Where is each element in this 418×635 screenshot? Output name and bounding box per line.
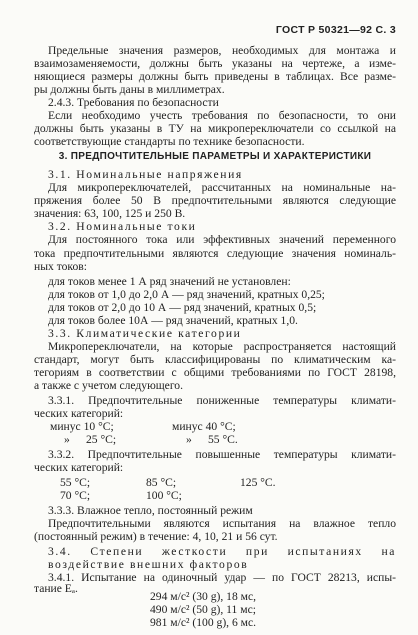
paragraph-line: Микропереключатели, на которые распространяется настоящий [48, 339, 396, 353]
paragraph-line: должны быть указаны в ТУ на микропереключатели со ссылкой на [34, 122, 396, 136]
paragraph-line: 3.3.1. Предпочтительные пониженные температуры климати- [48, 393, 396, 407]
temperature-value: 70 °С; [60, 489, 91, 503]
paragraph-line: Для микропереключателей, рассчитанных на номинальные на- [48, 181, 396, 195]
subsection-heading: 3.4. Степени жесткости при испытаниях на [48, 545, 396, 559]
paragraph-line: значения: 63, 100, 125 и 250 В. [34, 207, 186, 221]
paragraph-line: Предпочтительными являются испытания на влажное тепло [48, 517, 396, 531]
subsection-heading: 3.3.3. Влажное тепло, постоянный режим [48, 504, 253, 517]
section-title: 3. ПРЕДПОЧТИТЕЛЬНЫЕ ПАРАМЕТРЫ И ХАРАКТЕРИСТИКИ [58, 151, 372, 163]
paragraph-line: (постоянный режим) в течение: 4, 10, 21 и 56 сут. [34, 530, 278, 544]
paragraph-line: тегориям в соответствии с общими требованиями по ГОСТ 28198, [34, 365, 396, 379]
paragraph-line: соответствующие стандарты по технике безопасности. [34, 135, 305, 149]
temperature-value: 125 °С. [240, 476, 276, 489]
paragraph-line: стандарт, могут быть классифицированы по климатическим ка- [34, 352, 396, 366]
ditto-mark: » [64, 433, 70, 447]
paragraph-line: 3.3.2. Предпочтительные повышенные температуры климати- [48, 448, 396, 461]
subsection-heading: 3.3. Климатические категории [48, 326, 242, 340]
ditto-mark: » [186, 433, 192, 447]
list-item: для токов от 2,0 до 10 А — ряд значений, кратных 0,5; [48, 300, 317, 314]
paragraph-line: ческих категорий: [34, 461, 124, 475]
paragraph-line: тание Eₐ. [34, 582, 78, 596]
shock-value: 981 м/с² (100 g), 6 мс. [150, 616, 257, 629]
temperature-value: минус 40 °С; [172, 420, 236, 433]
page-header: ГОСТ Р 50321—92 С. 3 [275, 24, 396, 36]
temperature-value: 25 °С; [86, 433, 117, 447]
shock-value: 490 м/с² (50 g), 11 мс; [150, 602, 256, 616]
paragraph-line: тока предпочтительными являются следующие значения номиналь- [34, 246, 396, 260]
paragraph-line: Для постоянного тока или эффективных значений переменного [48, 233, 396, 247]
paragraph-line: Предельные значения размеров, необходимых для монтажа и [48, 44, 396, 57]
temperature-value: минус 10 °С; [50, 420, 114, 433]
temperature-value: 100 °С; [146, 489, 182, 503]
paragraph-line: а также с учетом следующего. [34, 379, 183, 392]
paragraph-line: ры должны быть даны в миллиметрах. [34, 83, 225, 97]
subsection-heading: воздействие внешних факторов [48, 558, 249, 572]
shock-value: 294 м/с² (30 g), 18 мс, [150, 589, 257, 603]
temperature-value: 85 °С; [146, 476, 177, 489]
paragraph-line: ных токов: [34, 259, 87, 273]
paragraph-line: ческих категорий: [34, 407, 124, 420]
temperature-value: 55 °С; [60, 476, 91, 489]
paragraph-line: взаимозаменяемости, должны быть указаны на чертеже, а изме- [34, 57, 396, 71]
paragraph-line: пряжения более 50 В предпочтительными являются следующие [34, 194, 396, 208]
list-item: для токов более 10А — ряд значений, кратных 1,0. [48, 313, 298, 327]
temperature-value: 55 °С. [208, 433, 238, 447]
paragraph-line: 3.4.1. Испытание на одиночный удар — по ГОСТ 28213, испы- [48, 571, 396, 585]
list-item: для токов от 1,0 до 2,0 А — ряд значений, кратных 0,25; [48, 287, 325, 301]
subsection-heading: 3.1. Номинальные напряжения [48, 168, 243, 182]
list-item: для токов менее 1 А ряд значений не установлен: [48, 274, 291, 288]
subsection-heading: 3.2. Номинальные токи [48, 220, 197, 234]
paragraph-line: няющиеся размеры должны быть приведены в таблицах. Все разме- [34, 70, 396, 84]
subsection-heading: 2.4.3. Требования по безопасности [48, 96, 219, 110]
paragraph-line: Если необходимо учесть требования по безопасности, то они [48, 109, 396, 123]
